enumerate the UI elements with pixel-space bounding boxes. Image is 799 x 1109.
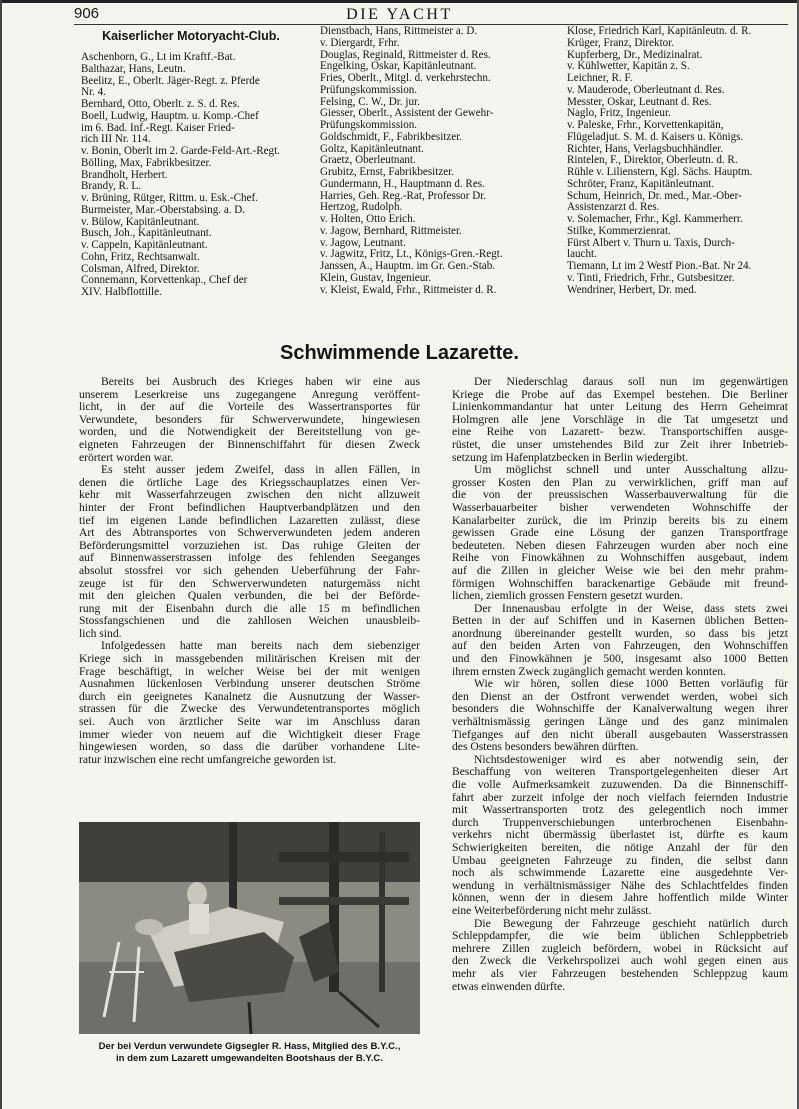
member-entry-line: Graetz, Oberleutnant. (320, 154, 416, 167)
member-entry (567, 26, 789, 38)
member-entry-line: Rühle v. Lilienstern, Kgl. Sächs. Hauptm. (567, 166, 753, 178)
member-entry-line: Cohn, Fritz, Rechtsanwalt. (81, 250, 200, 263)
member-entry (320, 214, 546, 226)
article-line: auf Binnenwasserstrassen infolge des fehlenden Seeganges (79, 551, 420, 565)
article-line: lich sind. (79, 626, 122, 640)
article-paragraph (452, 376, 788, 464)
member-entry (320, 273, 546, 285)
member-entry-line: Naglo, Fritz, Ingenieur. (567, 107, 671, 120)
member-entry-line: Burmeister, Mar.-Oberstabsing. a. D. (81, 203, 246, 216)
member-entry-line: Brandy, R. L. (81, 180, 141, 193)
article-paragraph (79, 464, 420, 640)
member-entry (567, 179, 789, 191)
article-line: setzung im Hafenplatzbecken in Berlin wiedergibt. (452, 450, 689, 464)
member-entry (567, 273, 789, 285)
article-title: Schwimmende Lazarette. (280, 342, 519, 364)
article-line: Der Niederschlag daraus soll nun im gegenwärtigen (474, 375, 788, 388)
member-entry-line: Klein, Gustav, Ingenieur. (320, 271, 432, 284)
member-entry-line: Grubitz, Ernst, Fabrikbesitzer. (320, 166, 455, 178)
member-entry-line: Rintelen, F., Direktor, Oberleutn. d. R. (567, 154, 738, 167)
member-entry-line: Balthazar, Hans, Leutn. (81, 62, 186, 75)
photo-caption (79, 1041, 420, 1065)
member-entry-line: Assistenzarzt d. Res. (567, 201, 660, 214)
article-line: durch ein geeignetes Kanalnetz die Ausnutzung der Wasser- (79, 689, 420, 703)
member-entry (567, 285, 789, 297)
member-entry-line: Engelking, Oskar, Kapitänleutnant. (320, 60, 477, 73)
member-entry-line: Messter, Oskar, Leutnant d. Res. (567, 95, 712, 108)
member-entry-line: Prüfungskommission. (320, 83, 418, 96)
member-entry-line: Wendriner, Herbert, Dr. med. (567, 283, 697, 296)
article-line: auf den beiden Arten von Fahrzeugen, den Wohnschiffen (452, 639, 788, 653)
member-list-column-1 (81, 52, 302, 299)
member-entry (81, 158, 302, 170)
article-line: Linienkommandantur hat unter Leitung des Herrn Geheimrat (452, 400, 788, 414)
left-border (0, 0, 2, 1109)
member-entry (81, 193, 302, 205)
member-entry (320, 38, 546, 50)
article-line: Es steht ausser jedem Zweifel, dass in allen Fällen, in (101, 463, 420, 477)
article-line: Tiefganges auf den nicht überall ausgebauten Wasserstrassen (452, 727, 788, 741)
member-entry (320, 285, 546, 297)
article-line: verhältnismässig geringen Länge und des ganz minimalen (452, 715, 788, 729)
article-line: Beförderungsmittel vorzuziehen ist. Das ruhige Gleiten der (79, 538, 420, 552)
member-entry (567, 191, 789, 215)
member-entry-line: Hertzog, Rudolph. (320, 201, 403, 214)
article-line: fahrt aber zurzeit infolge der noch vielfach feiernden Industrie (452, 790, 788, 804)
article-line: Frage beschäftigt, in welcher Weise bei der mit wenigen (79, 664, 420, 678)
article-line: die von der preussischen Wasserbauverwaltung für die (452, 488, 788, 502)
member-entry (81, 205, 302, 217)
article-paragraph (79, 376, 420, 464)
member-entry-line: Gundermann, H., Hauptmann d. Res. (320, 177, 485, 190)
member-list-column-3 (567, 26, 789, 296)
member-entry-line: Prüfungskommission. (320, 119, 418, 131)
article-line: können, wenn der in diesem Jahre hoffentlich milde Winter (452, 891, 788, 905)
article-line: Nichtsdestoweniger wird es aber notwendig sein, der (474, 752, 788, 766)
article-line: bedeuteten. Neben diesen Fahrzeugen wurden aber noch eine (452, 538, 788, 552)
article-line: lichen, ziemlich grossen Fenstern gesetzt wurden. (452, 589, 683, 603)
member-entry (567, 167, 789, 179)
article-line: mehr als vier Fahrzeugen bestehenden Schleppzug kaum (452, 966, 788, 980)
article-line: kehr mit Wasserfahrzeugen zwischen den nicht allzuweit (79, 488, 420, 502)
article-line: licht, in der auf die Vorteile des Wassertransportes für (79, 400, 420, 414)
article-line: anordnung übereinander gestellt wurden, so dass bis jetzt (452, 626, 788, 640)
member-entry-line: Goltz, Kapitänleutnant. (320, 142, 424, 155)
member-entry-line: v. Diergardt, Frhr. (320, 36, 400, 49)
member-entry-line: Flügeladjut. S. M. d. Kaisers u. Königs. (567, 130, 744, 143)
member-entry-line: v. Jagow, Leutnant. (320, 236, 406, 249)
member-entry-line: Klose, Friedrich Karl, Kapitänleutn. d. R. (567, 25, 752, 37)
member-entry-line: Beelitz, E., Oberlt. Jäger-Regt. z. Pferde (81, 74, 260, 87)
article-line: Art des Abtransportes von Schwerverwundeten jedem anderen (79, 526, 420, 540)
article-line: tief im eigenen Lande befindlichen Lazaretten zulässt, diese (79, 513, 420, 527)
member-entry-line: Krüger, Franz, Direktor. (567, 36, 675, 49)
member-entry-line: Harries, Geh. Reg.-Rat, Professor Dr. (320, 189, 487, 202)
member-entry-line: Boell, Ludwig, Hauptm. u. Komp.-Chef (81, 109, 259, 122)
member-entry (567, 38, 789, 50)
member-entry-line: Leichner, R. F. (567, 72, 633, 84)
member-entry-line: v. Brüning, Rütger, Rittm. u. Esk.-Chef. (81, 192, 258, 204)
member-entry (567, 85, 789, 97)
article-line: immer wieder von neuem auf die Wichtigkeit dieser Frage (79, 727, 420, 741)
member-entry-line: Richter, Hans, Verlagsbuchhändler. (567, 142, 724, 155)
member-entry-line: Giesser, Oberlt., Assistent der Gewehr- (320, 107, 494, 120)
member-entry (567, 261, 789, 273)
article-line: hingewiesen worden, so dass die darüber vorhandene Lite- (79, 740, 420, 754)
article-paragraph (79, 640, 420, 766)
article-line: Umbau geeigneten Fahrzeuge zu finden, die selbst dann (452, 853, 788, 867)
caption-line: Der bei Verdun verwundete Gigsegler R. Hass, Mitglied des B.Y.C., (98, 1041, 401, 1052)
article-paragraph (452, 918, 788, 994)
article-line: rüstet, die unser umstehendes Bild zur Zeit ihrer Inbetrieb- (452, 437, 788, 451)
member-entry (320, 261, 546, 273)
article-line: Wie wir hören, sollen diese 1000 Betten vorläufig für (474, 677, 788, 691)
member-entry-line: Kupferberg, Dr., Medizinalrat. (567, 48, 703, 61)
article-line: strassen für die Zwecke des Verwundetentransportes möglich (79, 702, 420, 716)
article-line: eine Weiterbeförderung nicht mehr zulässt. (452, 903, 652, 917)
member-entry-line: Bölling, Max, Fabrikbesitzer. (81, 156, 212, 169)
member-entry (567, 226, 789, 238)
member-entry (320, 26, 546, 38)
article-line: zeuge ist für den Schwerverwundeten naturgemäss nicht (79, 576, 420, 590)
caption-line: in dem zum Lazarett umgewandelten Bootshaus der B.Y.C. (115, 1053, 384, 1064)
article-line: mit Wassertransporten trotz des gelegentlich noch immer (452, 803, 788, 817)
article-line: Reihe von Finowkähnen zu Wohnschiffen ausgebaut, indem (452, 551, 788, 565)
member-entry-line: Brandholt, Herbert. (81, 168, 168, 181)
top-border (0, 0, 799, 3)
member-entry-line: Goldschmidt, F., Fabrikbesitzer. (320, 130, 463, 143)
member-entry (320, 108, 546, 132)
member-entry-line: Busch, Joh., Kapitänleutnant. (81, 227, 212, 240)
article-line: mit den gleichen Qualen verbunden, die bei der Beförde- (79, 589, 420, 603)
member-entry-line: v. Kleist, Ewald, Frhr., Rittmeister d. R. (320, 283, 497, 296)
member-entry-line: v. Jagwitz, Fritz, Lt., Königs-Gren.-Regt. (320, 248, 503, 261)
article-line: Wasserbauarbeiter bisher verwendeten Wohnschiffe der (452, 500, 788, 514)
article-line: Um möglichst schnell und unter Ausschaltung allzu- (474, 463, 788, 477)
member-entry-line: v. Holten, Otto Erich. (320, 213, 416, 225)
article-line: rung mit der Eisenbahn durch die alle 15 m befindlichen (79, 601, 420, 615)
member-entry-line: v. Bülow, Kapitänleutnant. (81, 215, 200, 228)
member-entry (567, 214, 789, 226)
article-line: denen die örtliche Lage des Kriegsschauplatzes einen Ver- (79, 475, 420, 489)
member-entry (81, 275, 302, 299)
member-entry-line: Tiemann, Lt im 2 Westf Pion.-Bat. Nr 24. (567, 260, 752, 272)
article-line: Schwierigkeiten bereiten, die nötige Anzahl der für den (452, 840, 788, 854)
member-entry-line: rich III Nr. 114. (81, 133, 151, 146)
member-entry-line: v. Mauderode, Oberleutnant d. Res. (567, 83, 725, 96)
article-line: verkehrs nicht übermässig überlastet ist, dürfte es kaum (452, 828, 788, 842)
member-entry (320, 167, 546, 179)
article-line: Kanalarbeiter zurück, die im Prinzip bereits bis zu einem (452, 513, 788, 527)
member-entry-line: Aschenborn, G., Lt im Kraftf.-Bat. (81, 51, 236, 63)
article-line: Kriege die Probe auf das Exempel bestehen. Die Berliner (452, 387, 788, 401)
article-line: besonders die Wohnschiffe der Kanalverwaltung wegen ihrer (452, 702, 788, 716)
member-list-column-2 (320, 26, 546, 296)
article-line: absolut stossfrei vor sich gehenden Ueberführung der Fahr- (79, 563, 420, 577)
article-line: hinter der Front befindlichen Hauptverbandplätzen und den (79, 500, 420, 514)
member-entry-line: v. Tinti, Friedrich, Frhr., Gutsbesitzer. (567, 271, 735, 284)
article-line: eine Reihe von Lazarett- bezw. Transportschiffen ausge- (452, 425, 788, 439)
article-paragraph (452, 603, 788, 679)
member-entry (567, 73, 789, 85)
article-paragraph (452, 464, 788, 603)
article-line: worden, und die Notwendigkeit der Bereitstellung von ge- (79, 425, 420, 439)
article-line: Holmgren alle jene Vorschläge in die Tat umgesetzt und (452, 412, 788, 426)
member-entry-line: Douglas, Reginald, Rittmeister d. Res. (320, 48, 491, 61)
article-line: Betten in der auf Schiffen und in Kasernen üblichen Betten- (452, 614, 788, 628)
article-line: Die Bewegung der Fahrzeuge geschieht natürlich durch (474, 916, 788, 930)
article-line: grosser Kosten den Plan zu verwirklichen, griff man auf (452, 475, 788, 489)
article-line: noch als schwimmende Lazarette eine ausgedehnte Ver- (452, 866, 788, 880)
article-line: sei. Auch von ärztlicher Seite war im Anschluss daran (79, 715, 420, 729)
article-line: die volle Aufmerksamkeit zuzuwenden. Da die Binnenschiff- (452, 778, 788, 791)
article-line: den Zweck die Verkehrspolizei auch wohl gegen einen aus (452, 954, 788, 968)
member-entry-line: XIV. Halbflottille. (81, 286, 162, 298)
member-entry (320, 73, 546, 97)
article-line: mehrere Zillen zugleich befördern, wobei in Rücksicht auf (452, 941, 788, 955)
member-entry (81, 252, 302, 264)
member-entry-line: v. Solemacher, Frhr., Kgl. Kammerherr. (567, 213, 743, 225)
article-line: Infolgedessen hatte man bereits nach dem siebenziger (101, 639, 420, 653)
member-entry-line: Schum, Heinrich, Dr. med., Mar.-Ober- (567, 189, 742, 202)
member-entry-line: Dienstbach, Hans, Rittmeister a. D. (320, 25, 478, 37)
article-line: unserem Leserkreise uns zugegangene Anregung veröffent- (79, 387, 420, 401)
article-column-right (452, 376, 788, 993)
article-line: Stossfangschienen und die zahllosen Weichen unausbleib- (79, 614, 420, 628)
article-line: förmigen Wohnschiffen barackenartige Gebäude mit freund- (452, 576, 788, 590)
member-entry (81, 99, 302, 111)
article-line: ratur inzwischen eine recht umfangreiche geworden ist. (79, 752, 337, 766)
member-entry-line: Stilke, Kommerzienrat. (567, 224, 671, 237)
article-line: etwas einwenden dürfte. (452, 979, 565, 993)
member-entry (81, 64, 302, 76)
member-entry (320, 226, 546, 238)
member-entry (81, 76, 302, 100)
member-entry (81, 240, 302, 252)
article-line: Kriege sich in massgebenden militärischen Kreisen mit der (79, 652, 420, 666)
member-entry-line: v. Cappeln, Kapitänleutnant. (81, 239, 208, 251)
member-entry (81, 146, 302, 158)
photo-illustration (79, 822, 420, 1034)
article-line: gewissen Grade eine Lösung der ganzen Transportfrage (452, 526, 788, 540)
member-entry-line: laucht. (567, 248, 597, 261)
article-paragraph (452, 678, 788, 754)
running-head: DIE YACHT (346, 6, 453, 23)
article-line: Bereits bei Ausbruch des Krieges haben wir eine aus (101, 375, 420, 388)
article-line: durch Truppenverschiebungen unterbrochenen Eisenbahn- (452, 815, 788, 829)
member-entry-line: Schröter, Franz, Kapitänleutnant. (567, 177, 715, 190)
member-entry (320, 132, 546, 144)
article-line: des Ostens besonders bewähren dürften. (452, 740, 639, 754)
member-entry-line: Felsing, C. W., Dr. jur. (320, 95, 420, 108)
member-entry-line: Janssen, A., Hauptm. im Gr. Gen.-Stab. (320, 260, 496, 272)
article-line: Beschaffung von weiteren Transportgelegenheiten dieser Art (452, 765, 788, 779)
article-line: Der Innenausbau erfolgte in der Weise, dass stets zwei (474, 601, 788, 615)
article-line: auf die Zillen in gleicher Weise wie bei den mehr prahm- (452, 563, 788, 577)
member-entry (320, 179, 546, 191)
member-entry-line: Fürst Albert v. Thurn u. Taxis, Durch- (567, 236, 735, 249)
article-line: Ausnahmen lückenlosen Verbindung unserer deutschen Ströme (79, 677, 420, 691)
member-entry (567, 120, 789, 144)
article-line: ihrem ernsten Zweck zugänglich gemacht werden konnten. (452, 664, 726, 678)
article-column-left (79, 376, 420, 766)
member-entry-line: v. Kühlwetter, Kapitän z. S. (567, 60, 690, 73)
article-line: Verwundete, besonders für Schwerverwundete, hingewiesen (79, 412, 420, 426)
club-title: Kaiserlicher Motoryacht-Club. (102, 29, 280, 43)
article-line: wendung in verhältnismässiger Nähe des Schlachtfeldes finden (452, 878, 788, 892)
member-entry (567, 238, 789, 262)
article-line: den Dienst an der Ostfront verwendet werden, wobei sich (452, 689, 788, 703)
photograph-wounded-sailor (79, 822, 420, 1034)
article-line: erörtert worden war. (79, 450, 174, 464)
page-number: 906 (74, 5, 100, 22)
member-entry-line: v. Paleske, Frhr., Korvettenkapitän, (567, 119, 724, 131)
member-entry-line: Bernhard, Otto, Oberlt. z. S. d. Res. (81, 98, 240, 110)
member-entry-line: v. Jagow, Bernhard, Rittmeister. (320, 224, 462, 237)
member-entry-line: v. Bonin, Oberlt im 2. Garde-Feld-Art.-Regt. (81, 145, 280, 157)
member-entry-line: im 6. Bad. Inf.-Regt. Kaiser Fried- (81, 121, 235, 134)
member-entry-line: Nr. 4. (81, 86, 106, 99)
article-paragraph (452, 754, 788, 918)
article-line: Schleppdampfer, die wie beim üblichen Schleppbetrieb (452, 929, 788, 943)
member-entry (81, 52, 302, 64)
member-entry-line: Colsman, Alfred, Direktor. (81, 262, 200, 275)
member-entry-line: Connemann, Korvettenkap., Chef der (81, 274, 248, 287)
article-line: eigneten Fahrzeugen der Binnenschiffahrt für diesen Zweck (79, 437, 420, 451)
article-line: und den Finowkähnen je 500, insgesamt also 1000 Betten (452, 652, 788, 666)
member-entry-line: Fries, Oberlt., Mitgl. d. verkehrstechn. (320, 72, 491, 84)
member-entry (81, 111, 302, 146)
